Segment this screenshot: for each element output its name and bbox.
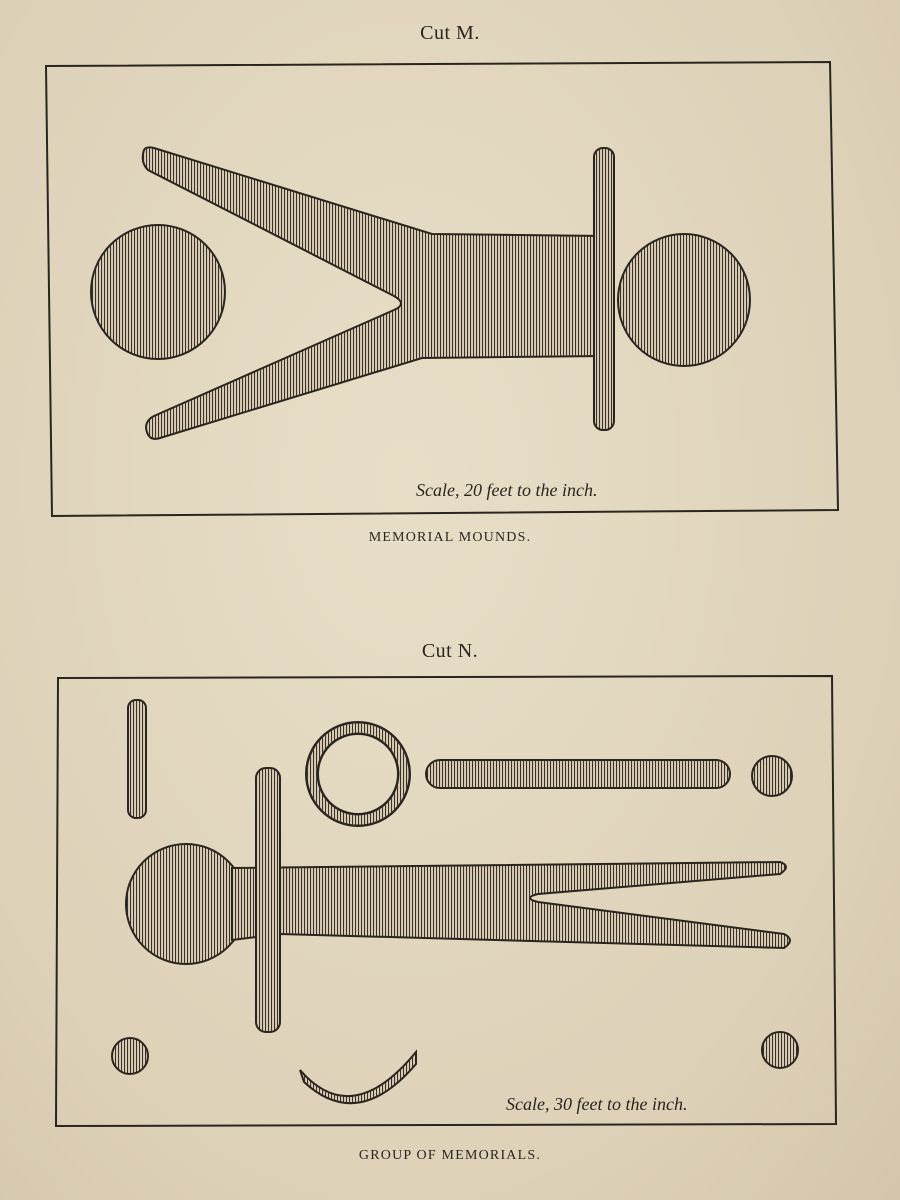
figure-caption-n: GROUP OF MEMORIALS.: [358, 1148, 542, 1163]
figure-heading-cut-n: Cut N.: [421, 640, 479, 662]
figure-heading-cut-m: Cut M.: [420, 22, 480, 44]
effigy-mound: [126, 768, 790, 1032]
memorial-mounds-plate: [44, 58, 840, 520]
scale-note-n: Scale, 30 feet to the inch.: [506, 1094, 688, 1114]
group-of-memorials-plate: [52, 672, 842, 1134]
figure-caption-m: MEMORIAL MOUNDS.: [368, 530, 532, 545]
small-circle-mound: [752, 756, 792, 796]
round-mound: [91, 225, 225, 359]
crescent-mound: [300, 1052, 416, 1103]
figure-m-frame: [44, 58, 840, 520]
scale-note-m: Scale, 20 feet to the inch.: [416, 480, 598, 500]
figure-n-frame: [52, 672, 842, 1134]
long-bar-mound: [426, 760, 730, 788]
small-circle-mound: [112, 1038, 148, 1074]
short-bar-mound: [128, 700, 146, 818]
effigy-mound: [143, 147, 750, 439]
small-circle-mound: [762, 1032, 798, 1068]
